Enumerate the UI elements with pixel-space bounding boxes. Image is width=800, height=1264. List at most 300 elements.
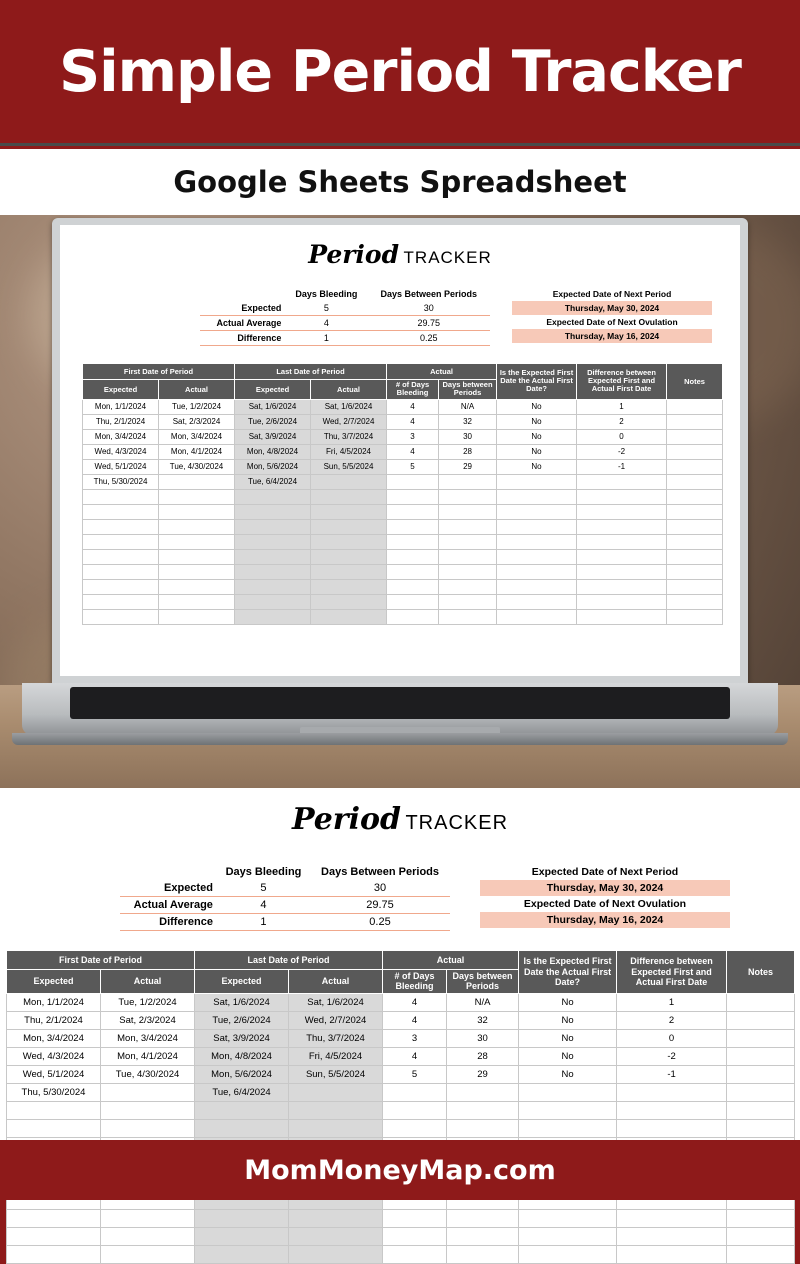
summary-row-difference [120,914,450,931]
table-cell[interactable]: Mon, 3/4/2024 [7,1029,101,1047]
table-cell[interactable] [159,549,235,564]
table-cell[interactable]: Tue, 1/2/2024 [101,993,195,1011]
table-cell[interactable]: 4 [387,414,439,429]
table-cell[interactable]: Tue, 6/4/2024 [195,1083,289,1101]
table-cell[interactable] [311,594,387,609]
table-cell[interactable]: -2 [577,444,667,459]
column-header-last-expected: Expected [235,380,311,400]
table-cell[interactable] [7,1119,101,1137]
table-cell[interactable]: 4 [383,993,447,1011]
table-cell[interactable] [439,504,497,519]
table-cell[interactable] [235,489,311,504]
table-cell[interactable]: Mon, 3/4/2024 [159,429,235,444]
table-cell[interactable]: 30 [439,429,497,444]
table-cell[interactable] [519,1245,617,1263]
table-cell[interactable]: 3 [383,1029,447,1047]
logo-script-text: Period [291,802,401,837]
table-row [83,579,723,594]
table-cell[interactable] [727,1119,795,1137]
table-cell[interactable] [383,1227,447,1245]
table-cell[interactable] [383,1119,447,1137]
table-cell[interactable] [577,564,667,579]
column-header-days-bleeding: # of Days Bleeding [383,970,447,994]
summary-days-bleeding: 5 [260,882,267,894]
table-cell[interactable]: 4 [387,399,439,414]
table-cell[interactable]: Mon, 1/1/2024 [7,993,101,1011]
table-cell[interactable]: Mon, 4/8/2024 [195,1047,289,1065]
table-cell[interactable] [617,1101,727,1119]
table-cell[interactable]: Wed, 2/7/2024 [289,1011,383,1029]
table-cell[interactable]: 30 [447,1029,519,1047]
table-cell[interactable] [617,1209,727,1227]
table-cell[interactable]: Sun, 5/5/2024 [311,459,387,474]
table-cell[interactable] [447,1083,519,1101]
summary-panel [200,287,490,346]
summary-days-bleeding: 1 [260,916,267,928]
table-cell[interactable] [667,504,723,519]
table-cell[interactable] [101,1101,195,1119]
table-cell[interactable]: Wed, 5/1/2024 [83,459,159,474]
table-cell[interactable]: No [519,993,617,1011]
table-cell[interactable] [519,1227,617,1245]
table-cell[interactable]: Mon, 5/6/2024 [195,1065,289,1083]
table-cell[interactable] [617,1245,727,1263]
table-cell[interactable] [159,474,235,489]
table-cell[interactable] [289,1209,383,1227]
table-cell[interactable] [439,549,497,564]
table-cell[interactable] [667,609,723,624]
table-cell[interactable] [727,1029,795,1047]
next-ovulation-value: Thursday, May 16, 2024 [480,912,730,928]
table-cell[interactable]: N/A [439,399,497,414]
table-cell[interactable] [497,549,577,564]
laptop-display [60,225,740,676]
table-cell[interactable] [617,1227,727,1245]
table-row [7,1227,795,1245]
next-ovulation-label-row [512,315,712,329]
table-cell[interactable] [667,549,723,564]
table-cell[interactable] [311,504,387,519]
table-cell[interactable] [439,579,497,594]
table-cell[interactable] [727,993,795,1011]
table-cell[interactable] [101,1245,195,1263]
table-cell[interactable]: Wed, 2/7/2024 [311,414,387,429]
table-cell[interactable] [667,474,723,489]
table-cell[interactable] [439,534,497,549]
summary-row-difference [200,331,490,346]
table-cell[interactable]: Mon, 1/1/2024 [83,399,159,414]
table-cell[interactable] [577,579,667,594]
table-cell[interactable] [83,504,159,519]
table-cell[interactable] [727,1209,795,1227]
table-cell[interactable]: 28 [439,444,497,459]
table-cell[interactable] [383,1209,447,1227]
table-cell[interactable] [195,1101,289,1119]
table-cell[interactable] [311,519,387,534]
table-cell[interactable]: 0 [577,429,667,444]
table-cell[interactable]: Thu, 2/1/2024 [83,414,159,429]
table-cell[interactable] [7,1245,101,1263]
group-header-first-date: First Date of Period [7,951,195,970]
table-cell[interactable] [387,474,439,489]
table-cell[interactable] [311,534,387,549]
table-cell[interactable] [7,1227,101,1245]
tracker-grid-wrapper [82,363,722,625]
table-cell[interactable]: -1 [577,459,667,474]
table-cell[interactable]: Fri, 4/5/2024 [289,1047,383,1065]
table-cell[interactable]: Sat, 1/6/2024 [195,993,289,1011]
table-cell[interactable] [447,1245,519,1263]
table-cell[interactable]: No [497,399,577,414]
table-cell[interactable] [289,1083,383,1101]
group-header-row [7,951,795,970]
table-cell[interactable] [311,474,387,489]
laptop-keyboard [70,687,730,719]
table-cell[interactable]: 1 [617,993,727,1011]
table-cell[interactable] [617,1083,727,1101]
table-cell[interactable]: 32 [447,1011,519,1029]
table-cell[interactable] [497,579,577,594]
summary-col-header: Days Between Periods [321,866,440,878]
table-cell[interactable] [83,579,159,594]
table-cell[interactable]: No [497,459,577,474]
table-cell[interactable] [667,594,723,609]
table-cell[interactable]: N/A [447,993,519,1011]
table-cell[interactable] [383,1245,447,1263]
table-cell[interactable]: 5 [387,459,439,474]
table-cell[interactable] [83,549,159,564]
table-cell[interactable]: No [519,1011,617,1029]
table-cell[interactable] [235,594,311,609]
table-cell[interactable]: Sat, 3/9/2024 [195,1029,289,1047]
table-cell[interactable] [383,1083,447,1101]
table-cell[interactable] [83,534,159,549]
table-cell[interactable]: Sat, 2/3/2024 [159,414,235,429]
summary-table [200,287,490,346]
column-header-days-bleeding: # of Days Bleeding [387,380,439,400]
table-cell[interactable] [447,1227,519,1245]
summary-row-label: Difference [237,333,282,343]
table-cell[interactable] [667,444,723,459]
table-cell[interactable] [83,564,159,579]
table-cell[interactable] [195,1119,289,1137]
table-cell[interactable] [159,609,235,624]
table-cell[interactable] [387,564,439,579]
table-cell[interactable] [101,1209,195,1227]
group-header-last-date: Last Date of Period [235,364,387,380]
table-cell[interactable] [195,1209,289,1227]
table-cell[interactable] [387,549,439,564]
table-cell[interactable] [235,519,311,534]
next-period-label-row [512,287,712,301]
table-cell[interactable]: No [497,444,577,459]
table-cell[interactable]: Thu, 3/7/2024 [311,429,387,444]
table-cell[interactable] [519,1209,617,1227]
table-cell[interactable]: Wed, 4/3/2024 [7,1047,101,1065]
table-cell[interactable] [447,1119,519,1137]
table-cell[interactable] [7,1101,101,1119]
table-cell[interactable] [577,594,667,609]
table-row [7,1047,795,1065]
table-cell[interactable] [383,1101,447,1119]
table-cell[interactable] [235,564,311,579]
table-cell[interactable] [519,1119,617,1137]
table-cell[interactable] [447,1101,519,1119]
table-cell[interactable] [519,1083,617,1101]
column-header-notes: Notes [667,364,723,400]
table-cell[interactable] [667,519,723,534]
table-cell[interactable] [159,519,235,534]
column-header-first-expected: Expected [7,970,101,994]
table-cell[interactable] [727,1227,795,1245]
table-cell[interactable]: 29 [447,1065,519,1083]
table-cell[interactable] [311,609,387,624]
next-dates-panel [480,864,730,928]
logo-script-text: Period [308,240,400,269]
table-cell[interactable] [101,1227,195,1245]
summary-row-actual-average [120,897,450,914]
table-cell[interactable]: 4 [383,1011,447,1029]
table-cell[interactable] [159,534,235,549]
table-cell[interactable] [195,1227,289,1245]
table-cell[interactable] [83,519,159,534]
table-cell[interactable]: 1 [577,399,667,414]
table-cell[interactable] [387,489,439,504]
table-cell[interactable] [387,519,439,534]
table-cell[interactable]: Tue, 6/4/2024 [235,474,311,489]
table-cell[interactable] [235,609,311,624]
table-cell[interactable] [159,504,235,519]
table-cell[interactable] [235,504,311,519]
table-cell[interactable]: Sun, 5/5/2024 [289,1065,383,1083]
table-cell[interactable]: 4 [383,1047,447,1065]
table-row [83,459,723,474]
table-cell[interactable] [439,474,497,489]
table-cell[interactable] [667,414,723,429]
table-cell[interactable]: Sat, 3/9/2024 [235,429,311,444]
next-dates-table [512,287,712,343]
table-row [83,564,723,579]
table-cell[interactable]: Mon, 4/1/2024 [159,444,235,459]
table-cell[interactable]: Tue, 1/2/2024 [159,399,235,414]
summary-days-bleeding: 4 [260,899,267,911]
table-cell[interactable] [235,549,311,564]
table-cell[interactable]: Sat, 2/3/2024 [101,1011,195,1029]
table-cell[interactable] [159,579,235,594]
table-cell[interactable] [577,534,667,549]
table-cell[interactable]: Tue, 2/6/2024 [195,1011,289,1029]
table-cell[interactable] [159,564,235,579]
table-cell[interactable] [289,1101,383,1119]
table-cell[interactable]: No [519,1047,617,1065]
table-cell[interactable] [289,1245,383,1263]
table-cell[interactable] [667,489,723,504]
table-cell[interactable]: Tue, 2/6/2024 [235,414,311,429]
table-cell[interactable] [311,579,387,594]
next-ovulation-value-row [480,912,730,928]
tracker-grid-wrapper [6,950,794,1264]
table-cell[interactable]: 5 [383,1065,447,1083]
next-period-label: Expected Date of Next Period [531,866,679,878]
table-cell[interactable]: 4 [387,444,439,459]
table-cell[interactable]: 2 [617,1011,727,1029]
table-cell[interactable] [159,489,235,504]
summary-table [120,864,450,931]
table-cell[interactable]: 29 [439,459,497,474]
spreadsheet-logo [60,240,740,269]
column-header-last-actual: Actual [311,380,387,400]
table-row [83,519,723,534]
column-header-last-expected: Expected [195,970,289,994]
table-cell[interactable] [727,1011,795,1029]
table-cell[interactable] [727,1065,795,1083]
table-cell[interactable] [387,534,439,549]
table-cell[interactable] [497,504,577,519]
table-cell[interactable] [577,519,667,534]
table-cell[interactable] [439,489,497,504]
table-cell[interactable]: Sat, 1/6/2024 [311,399,387,414]
table-cell[interactable]: Wed, 4/3/2024 [83,444,159,459]
logo-tracker-text: TRACKER [403,248,492,267]
table-cell[interactable] [667,429,723,444]
table-cell[interactable] [235,579,311,594]
table-cell[interactable]: 32 [439,414,497,429]
next-period-value: Thursday, May 30, 2024 [512,301,712,315]
next-ovulation-label-row [480,896,730,912]
table-cell[interactable] [497,519,577,534]
table-cell[interactable] [667,399,723,414]
logo-tracker-text: TRACKER [405,812,509,834]
table-cell[interactable] [497,534,577,549]
table-cell[interactable] [577,504,667,519]
table-cell[interactable]: 2 [577,414,667,429]
laptop-photo [0,215,800,788]
table-cell[interactable]: Mon, 4/1/2024 [101,1047,195,1065]
table-cell[interactable]: Mon, 3/4/2024 [83,429,159,444]
table-cell[interactable]: Thu, 5/30/2024 [83,474,159,489]
summary-days-bleeding: 5 [323,303,329,313]
table-cell[interactable] [497,474,577,489]
next-ovulation-value: Thursday, May 16, 2024 [512,329,712,343]
summary-row-expected [200,301,490,316]
summary-header-row [200,287,490,301]
table-cell[interactable]: No [519,1065,617,1083]
table-row [7,993,795,1011]
table-cell[interactable] [101,1083,195,1101]
table-cell[interactable] [577,474,667,489]
table-cell[interactable]: Sat, 1/6/2024 [235,399,311,414]
table-cell[interactable]: Fri, 4/5/2024 [311,444,387,459]
table-cell[interactable] [439,519,497,534]
table-cell[interactable]: Tue, 4/30/2024 [159,459,235,474]
table-cell[interactable] [439,609,497,624]
column-header-difference: Difference between Expected First and Actual First Date [577,364,667,400]
table-cell[interactable]: Mon, 5/6/2024 [235,459,311,474]
table-cell[interactable] [439,594,497,609]
table-cell[interactable] [497,594,577,609]
table-cell[interactable]: Wed, 5/1/2024 [7,1065,101,1083]
table-cell[interactable]: Sat, 1/6/2024 [289,993,383,1011]
table-cell[interactable] [727,1101,795,1119]
table-cell[interactable] [83,594,159,609]
table-cell[interactable] [439,564,497,579]
next-dates-table [480,864,730,928]
table-cell[interactable] [497,609,577,624]
table-cell[interactable] [387,504,439,519]
table-cell[interactable] [497,564,577,579]
table-cell[interactable] [195,1245,289,1263]
table-cell[interactable]: Mon, 4/8/2024 [235,444,311,459]
table-cell[interactable] [519,1101,617,1119]
table-cell[interactable] [617,1119,727,1137]
table-row [7,1101,795,1119]
table-cell[interactable] [497,489,577,504]
next-period-value: Thursday, May 30, 2024 [480,880,730,896]
table-cell[interactable] [235,534,311,549]
next-ovulation-label: Expected Date of Next Ovulation [546,317,678,327]
table-cell[interactable] [387,579,439,594]
table-cell[interactable] [311,564,387,579]
table-cell[interactable] [667,459,723,474]
table-cell[interactable] [101,1119,195,1137]
summary-days-bleeding: 1 [323,333,329,343]
spreadsheet-screen [60,225,740,676]
table-cell[interactable] [83,489,159,504]
table-cell[interactable]: No [497,429,577,444]
summary-col-header: Days Bleeding [225,866,302,878]
column-header-days-between: Days between Periods [447,970,519,994]
table-cell[interactable]: No [519,1029,617,1047]
table-cell[interactable] [577,549,667,564]
next-period-label-row [480,864,730,880]
table-cell[interactable] [667,564,723,579]
table-cell[interactable]: No [497,414,577,429]
table-cell[interactable] [289,1227,383,1245]
table-cell[interactable]: 0 [617,1029,727,1047]
table-cell[interactable] [727,1245,795,1263]
table-cell[interactable]: -2 [617,1047,727,1065]
table-cell[interactable]: -1 [617,1065,727,1083]
table-cell[interactable] [667,534,723,549]
table-cell[interactable] [7,1209,101,1227]
table-cell[interactable] [577,489,667,504]
table-cell[interactable] [83,609,159,624]
table-cell[interactable]: Thu, 3/7/2024 [289,1029,383,1047]
tracker-table-body [83,399,723,624]
table-cell[interactable] [311,489,387,504]
summary-row-actual-average [200,316,490,331]
table-cell[interactable]: 3 [387,429,439,444]
table-cell[interactable]: Thu, 5/30/2024 [7,1083,101,1101]
table-cell[interactable] [667,579,723,594]
table-cell[interactable] [727,1083,795,1101]
next-period-label: Expected Date of Next Period [552,289,672,299]
summary-header-row [120,864,450,880]
table-cell[interactable] [727,1047,795,1065]
table-cell[interactable] [289,1119,383,1137]
table-cell[interactable] [447,1209,519,1227]
table-cell[interactable]: Tue, 4/30/2024 [101,1065,195,1083]
table-cell[interactable]: Thu, 2/1/2024 [7,1011,101,1029]
table-cell[interactable]: 28 [447,1047,519,1065]
table-cell[interactable]: Mon, 3/4/2024 [101,1029,195,1047]
table-cell[interactable] [387,594,439,609]
table-cell[interactable] [387,609,439,624]
table-cell[interactable] [311,549,387,564]
table-cell[interactable] [159,594,235,609]
column-header-is-expected-actual: Is the Expected First Date the Actual First Date? [519,951,617,994]
table-cell[interactable] [577,609,667,624]
